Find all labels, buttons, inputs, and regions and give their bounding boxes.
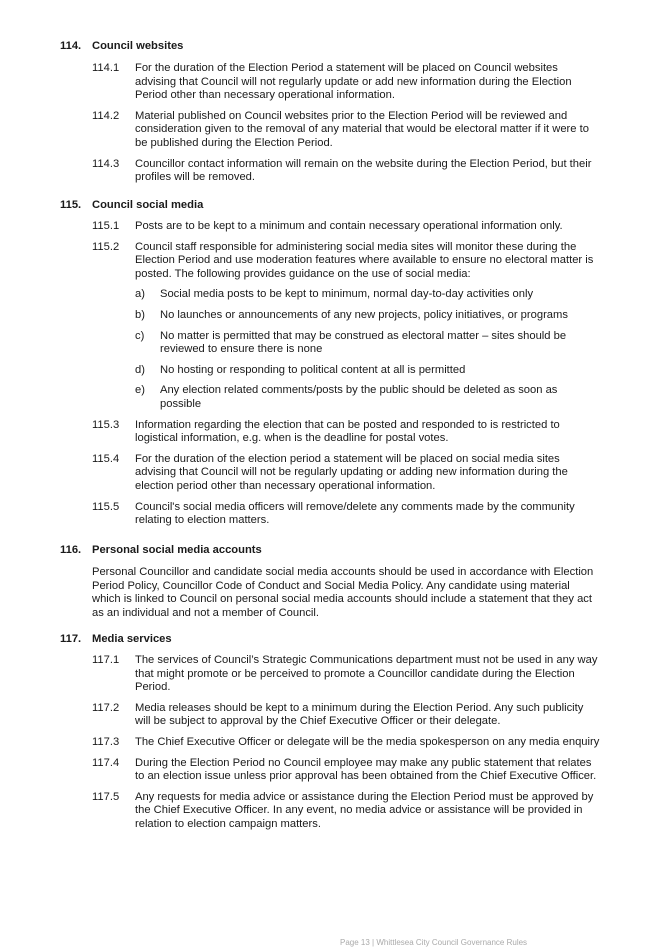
section-heading <box>60 544 600 558</box>
subclause-b <box>135 309 600 323</box>
clause-number: 115.4 <box>92 452 120 465</box>
clause-number: 117.5 <box>92 790 120 803</box>
clause-115-5 <box>92 501 600 528</box>
section-115 <box>60 199 600 528</box>
section-heading <box>60 40 600 54</box>
subclause-letter: c) <box>135 329 145 342</box>
clause-number: 117.1 <box>92 654 120 666</box>
subclause-text: No launches or announcements of any new projects, policy initiatives, or programs <box>160 308 568 321</box>
subclause-text: Any election related comments/posts by the public should be deleted as soon as possible <box>160 384 558 410</box>
clause-number: 115.5 <box>92 500 120 513</box>
section-number: 115. <box>60 199 82 211</box>
clause-text: Information regarding the election that can be posted and responded to is restricted to logistical information, e.g. when is the deadline for postal votes. <box>135 418 560 445</box>
subclause-letter: e) <box>135 384 145 397</box>
clause-text: Material published on Council websites prior to the Election Period will be reviewed and consideration given to the removal of any material that would be electoral matter if it were to be published during the Election Period. <box>135 109 589 149</box>
clause-number: 115.1 <box>92 220 120 232</box>
subclause-text: Social media posts to be kept to minimum, normal day-to-day activities only <box>160 288 534 301</box>
clause-number: 114.1 <box>92 62 120 74</box>
clause-number: 115.2 <box>92 240 120 253</box>
subclause-c <box>135 330 600 357</box>
clause-115-4 <box>92 453 600 494</box>
section-116 <box>60 544 600 620</box>
section-title: Personal social media accounts <box>92 544 262 556</box>
subclause-letter: d) <box>135 363 145 376</box>
clause-117-1 <box>92 654 600 695</box>
subclause-letter: b) <box>135 308 145 321</box>
clause-text: The Chief Executive Officer or delegate will be the media spokesperson on any media enquiry <box>135 735 600 748</box>
clause-text: Any requests for media advice or assistance during the Election Period must be approved by the Chief Executive Officer. In any event, no media advice or assistance will be provided in relation to election campaign matters. <box>135 790 594 830</box>
section-title: Council websites <box>92 40 184 52</box>
section-117 <box>60 633 600 832</box>
section-number: 116. <box>60 544 82 556</box>
clause-text: Media releases should be kept to a minimum during the Election Period. Any such publicity will be subject to approval by the Chief Executive Officer or their delegate. <box>135 701 584 728</box>
subclause-a <box>135 288 600 302</box>
clause-117-5 <box>92 791 600 832</box>
clause-text: During the Election Period no Council employee may make any public statement that relates to an election issue unless prior approval has been obtained from the Chief Executive Officer. <box>135 756 597 783</box>
section-number: 117. <box>60 633 82 645</box>
clause-text: Councillor contact information will remain on the website during the Election Period, but their profiles will be removed. <box>135 157 592 184</box>
section-heading <box>60 199 600 213</box>
clause-117-4 <box>92 757 600 784</box>
section-heading <box>60 633 600 647</box>
clause-number: 117.2 <box>92 701 120 714</box>
subclause-e <box>135 384 600 411</box>
section-number: 114. <box>60 40 82 52</box>
clause-text: Council's social media officers will remove/delete any comments made by the community relating to election matters. <box>135 500 575 527</box>
clause-114-2 <box>92 110 600 151</box>
clause-117-2 <box>92 702 600 729</box>
subclause-letter: a) <box>135 288 145 301</box>
clause-114-1 <box>92 62 600 103</box>
clause-number: 114.2 <box>92 109 120 122</box>
section-paragraph: Personal Councillor and candidate social media accounts should be used in accordance with Election Period Policy, Councillor Code of Conduct and Social Media Policy. Any candidate using material which is linked to Council on personal social media accounts should include a statement that they act as an individual and not a member of Council. <box>92 566 594 619</box>
clause-text: For the duration of the election period a statement will be placed on social media sites advising that Council will not be regularly updating or adding new information during the election period other than necessary operational information. <box>135 452 568 492</box>
clause-115-2 <box>92 241 600 282</box>
subclause-text: No hosting or responding to political content at all is permitted <box>160 363 466 376</box>
clause-text: The services of Council’s Strategic Communications department must not be used in any way that might promote or be perceived to promote a Councillor candidate during the Election Period. <box>135 654 598 694</box>
clause-117-3 <box>92 736 600 750</box>
clause-115-1 <box>92 220 600 234</box>
section-title: Council social media <box>92 199 204 211</box>
clause-115-3 <box>92 419 600 446</box>
page-footer: Page 13 | Whittlesea City Council Governance Rules <box>340 938 528 947</box>
section-114 <box>60 40 600 185</box>
clause-text: For the duration of the Election Period a statement will be placed on Council websites advising that Council will not regularly update or add new information during the Election Period other than necessary operational information. <box>135 62 572 102</box>
clause-114-3 <box>92 158 600 185</box>
clause-number: 115.3 <box>92 418 120 431</box>
clause-text: Council staff responsible for administering social media sites will monitor these during the Election Period and use moderation features where available to ensure no electoral matter is posted. The following provides guidance on the use of social media: <box>135 240 594 280</box>
clause-text: Posts are to be kept to a minimum and contain necessary operational information only. <box>135 220 563 232</box>
subclause-text: No matter is permitted that may be construed as electoral matter – sites should be reviewed to ensure there is none <box>160 329 567 356</box>
clause-number: 114.3 <box>92 157 120 170</box>
clause-number: 117.4 <box>92 756 120 769</box>
section-title: Media services <box>92 633 172 645</box>
clause-number: 117.3 <box>92 735 120 748</box>
subclause-d <box>135 364 600 378</box>
